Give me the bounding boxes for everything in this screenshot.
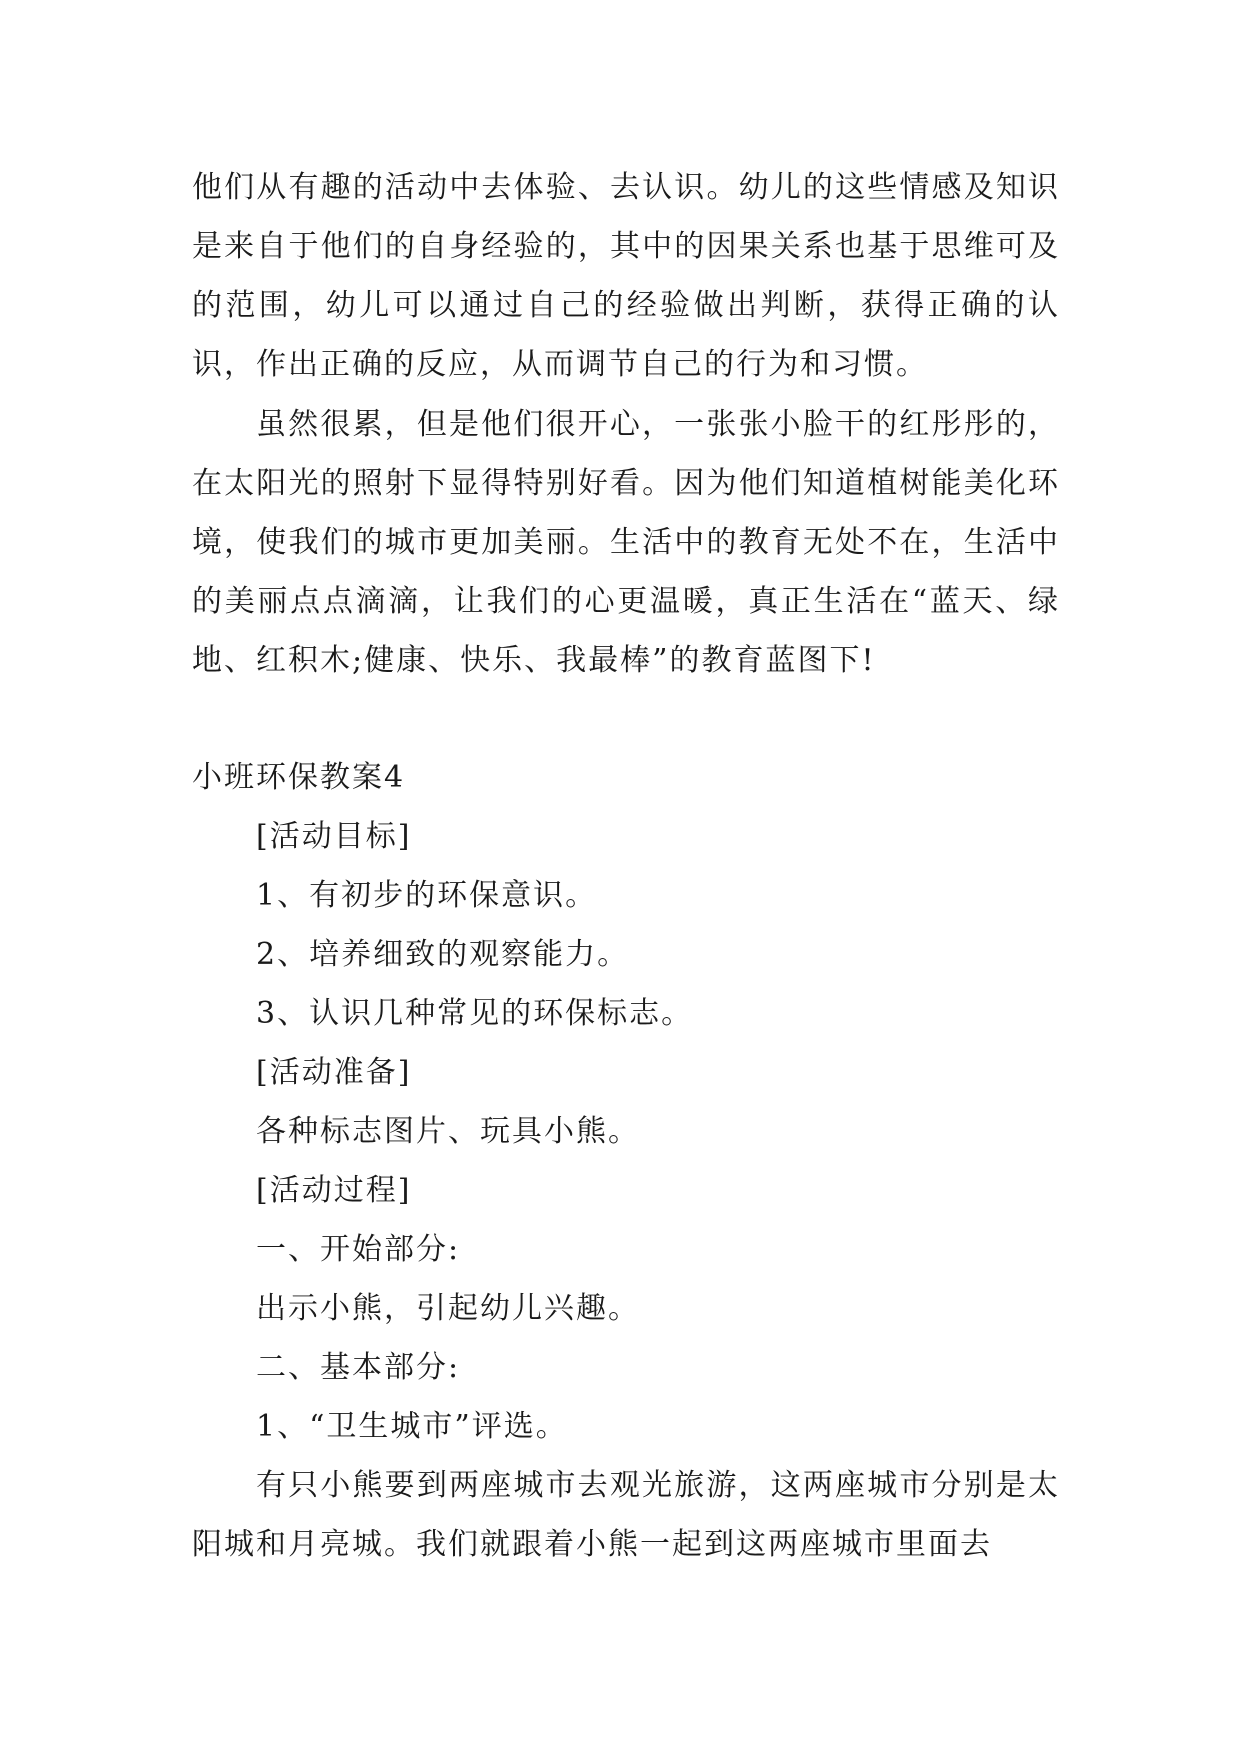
goal-item-3: 3、认识几种常见的环保标志。: [256, 996, 694, 1031]
paragraph-block-2: [192, 395, 1060, 690]
lesson-plan-section: [192, 748, 1060, 1574]
section-title: 小班环保教案4: [192, 760, 406, 795]
preparation-text: 各种标志图片、玩具小熊。: [256, 1114, 640, 1149]
process-part-2-heading: 二、基本部分:: [256, 1350, 461, 1385]
process-part-2-item-1: 1、“卫生城市”评选。: [256, 1409, 568, 1444]
goal-item-2: 2、培养细致的观察能力。: [256, 937, 630, 972]
process-heading: [活动过程]: [256, 1173, 412, 1208]
paragraph-experience: 他们从有趣的活动中去体验、去认识。幼儿的这些情感及知识是来自于他们的自身经验的，其中的因果关系也基于思维可及的范围，幼儿可以通过自己的经验做出判断，获得正确的认识，作出正确的反应，从而调节自己的行为和习惯。: [192, 170, 1060, 382]
preparation-heading: [活动准备]: [256, 1055, 412, 1090]
goal-heading: [活动目标]: [256, 819, 412, 854]
goal-item-1: 1、有初步的环保意识。: [256, 878, 598, 913]
paragraph-bear-trip: 有只小熊要到两座城市去观光旅游，这两座城市分别是太阳城和月亮城。我们就跟着小熊一起到这两座城市里面去: [192, 1468, 1060, 1562]
process-part-1-text: 出示小熊，引起幼儿兴趣。: [256, 1291, 640, 1326]
process-part-1-heading: 一、开始部分:: [256, 1232, 461, 1267]
paragraph-block-1: [192, 158, 1060, 394]
paragraph-tree-planting: 虽然很累，但是他们很开心，一张张小脸干的红彤彤的，在太阳光的照射下显得特别好看。因为他们知道植树能美化环境，使我们的城市更加美丽。生活中的教育无处不在，生活中的美丽点点滴滴，让我们的心更温暖，真正生活在“蓝天、绿地、红积木;健康、快乐、我最棒”的教育蓝图下!: [192, 407, 1060, 678]
